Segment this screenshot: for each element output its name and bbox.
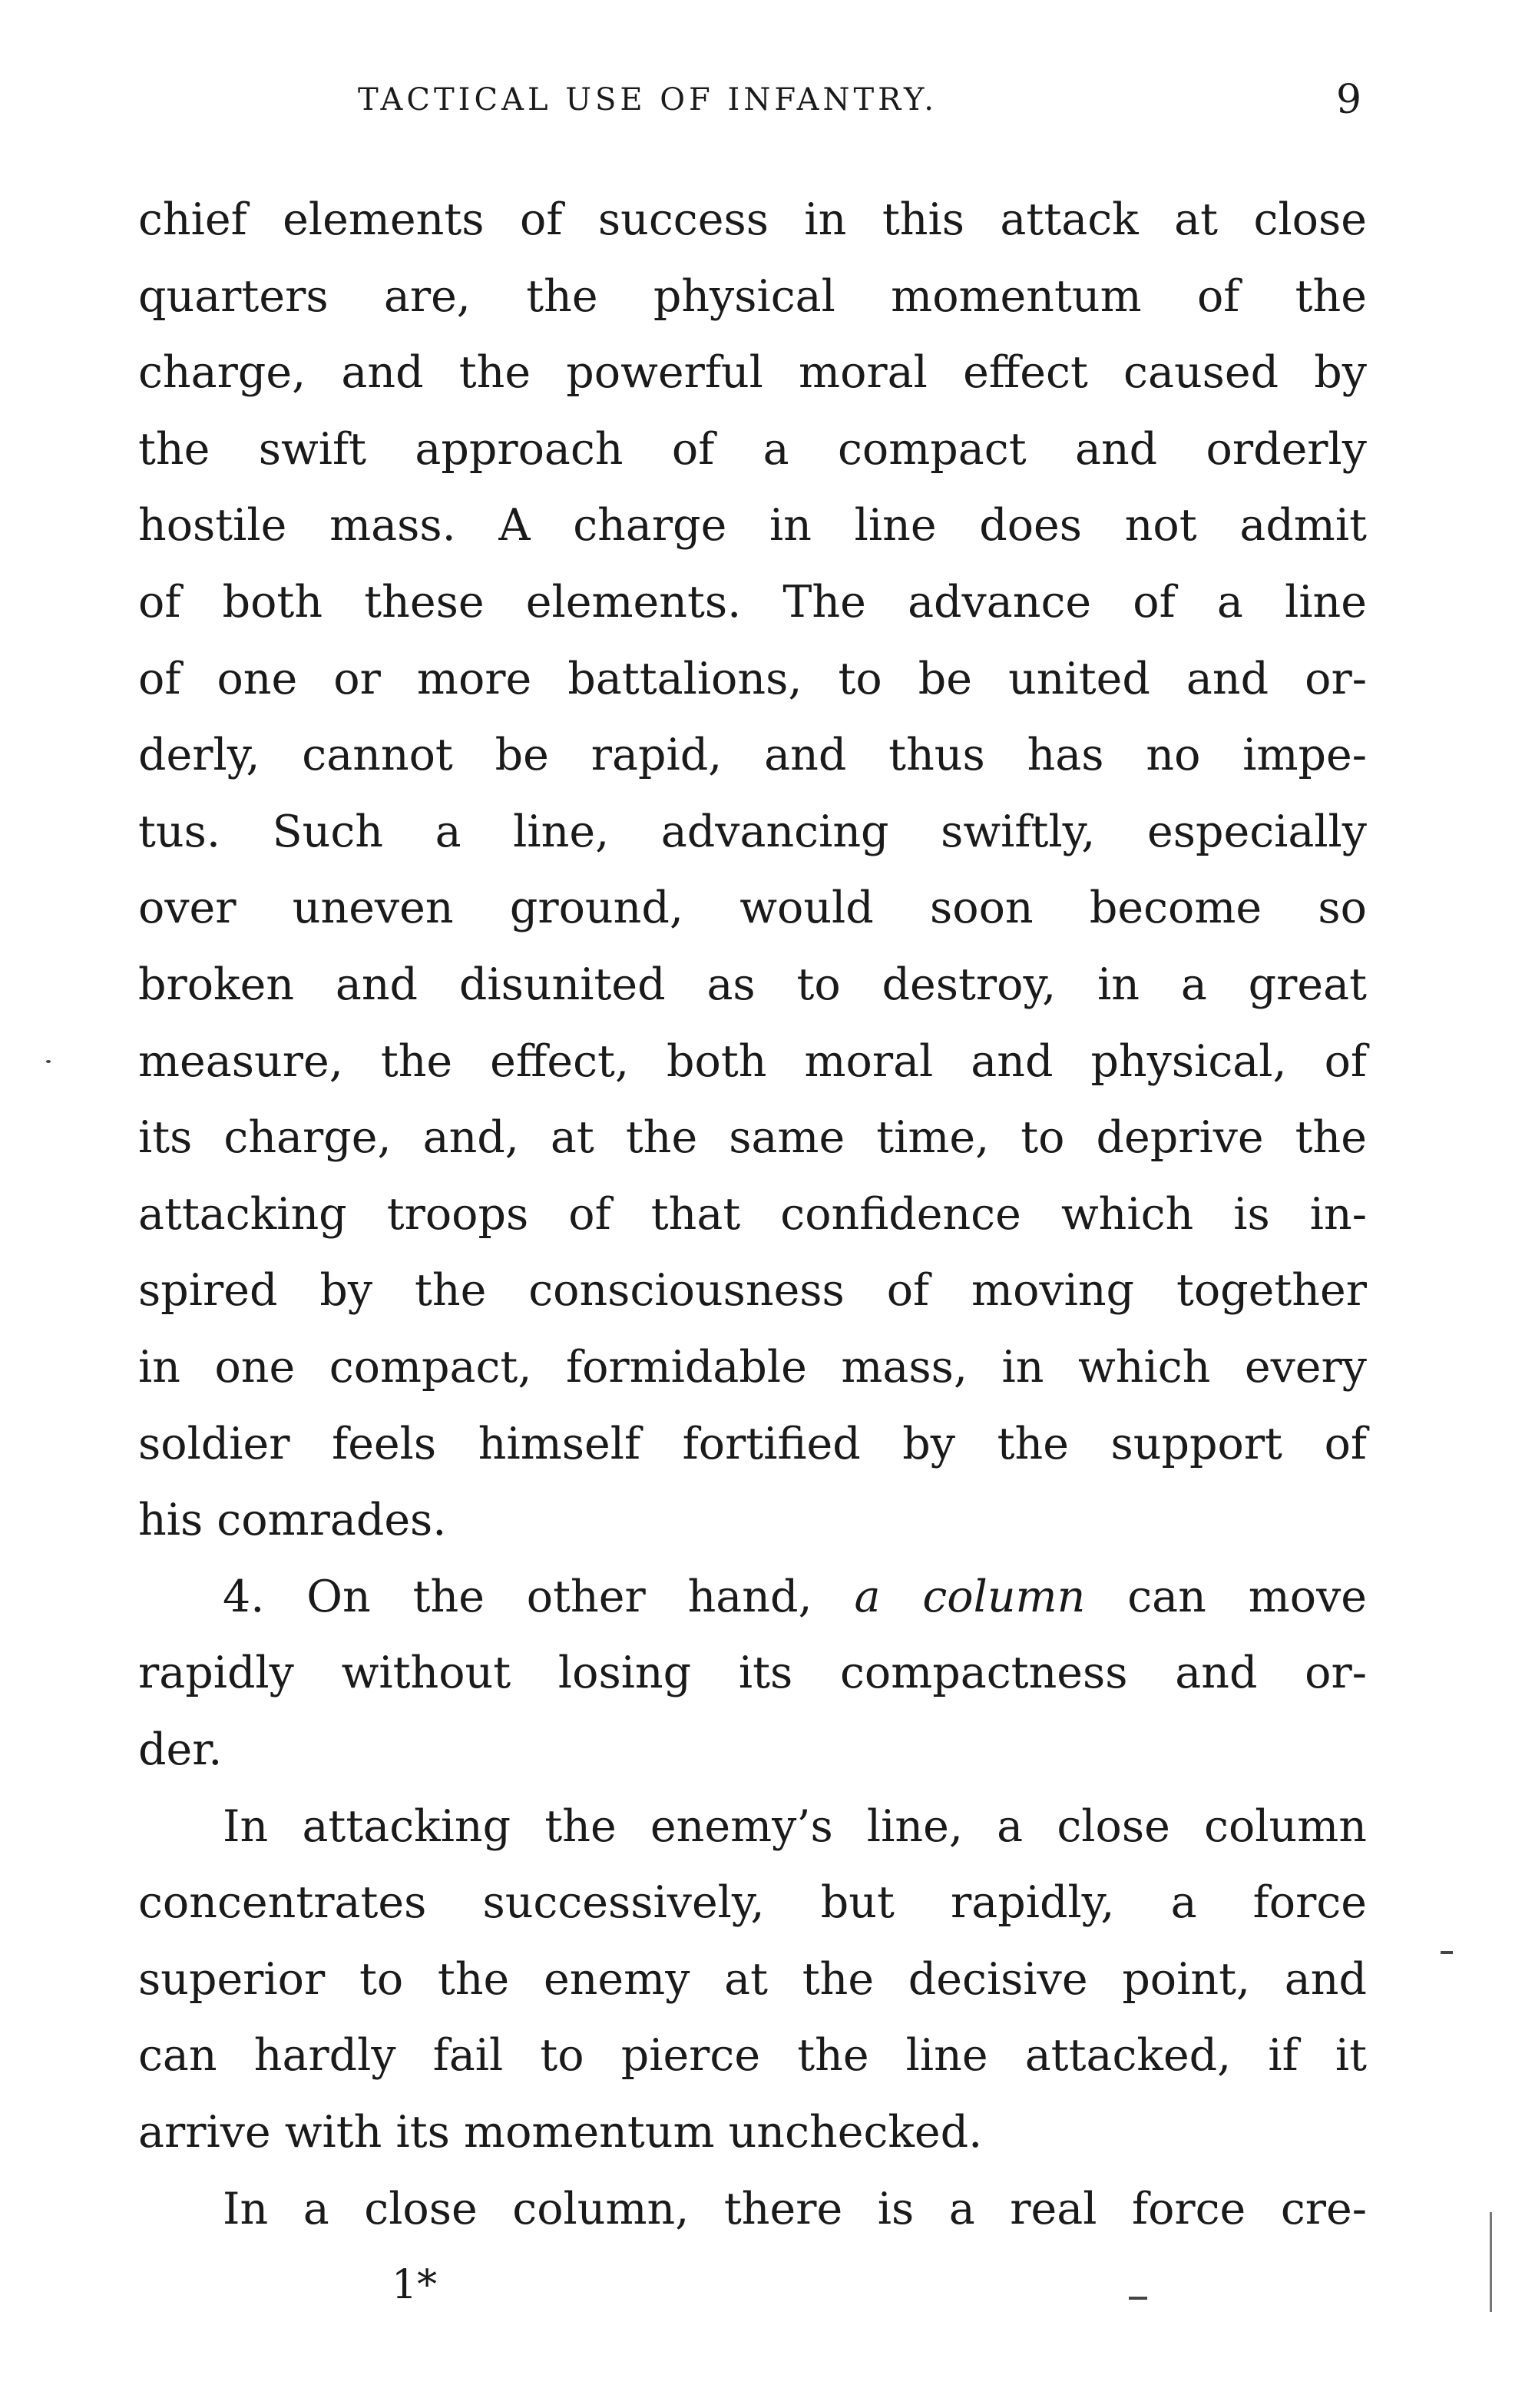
italic-emphasis: a column: [854, 1571, 1086, 1622]
text-line: hostile mass. A charge in line does not admit: [138, 500, 1367, 551]
scan-speck: [46, 1060, 51, 1063]
text-line: his comrades.: [138, 1495, 447, 1546]
text-line: in one compact, formidable mass, in which every: [138, 1342, 1367, 1393]
text-line: measure, the effect, both moral and physical, of: [138, 1035, 1367, 1087]
text-line: charge, and the powerful moral effect caused by: [138, 347, 1367, 399]
text-line: can hardly fail to pierce the line attacked, if it: [138, 2030, 1367, 2082]
text-line: In attacking the enemy’s line, a close column: [223, 1800, 1367, 1852]
text-segment: 4. On the other hand,: [223, 1571, 812, 1622]
text-line: its charge, and, at the same time, to deprive the: [138, 1112, 1367, 1164]
scan-speck: [1490, 2212, 1492, 2312]
paragraph-4-first-line: [223, 1558, 1367, 1635]
scan-speck: [1441, 1951, 1453, 1954]
text-line: chief elements of success in this attack at close: [138, 194, 1367, 245]
text-line: concentrates successively, but rapidly, a force: [138, 1877, 1367, 1929]
text-line: quarters are, the physical momentum of the: [138, 270, 1367, 322]
text-line: rapidly without losing its compactness and or-: [138, 1648, 1367, 1699]
signature-mark: 1*: [392, 2262, 438, 2308]
text-line: over uneven ground, would soon become so: [138, 883, 1367, 934]
text-line: In a close column, there is a real force cre-: [223, 2183, 1367, 2234]
text-line: derly, cannot be rapid, and thus has no impe-: [138, 730, 1367, 781]
text-line: attacking troops of that confidence which is in-: [138, 1188, 1367, 1240]
text-line: tus. Such a line, advancing swiftly, especially: [138, 806, 1367, 857]
text-line: of one or more battalions, to be united and or-: [138, 653, 1367, 704]
running-title: TACTICAL USE OF INFANTRY.: [358, 82, 938, 118]
text-segment: can move: [1127, 1571, 1368, 1622]
text-line: the swift approach of a compact and orderly: [138, 423, 1367, 475]
text-line: of both these elements. The advance of a line: [138, 577, 1367, 628]
text-line: der.: [138, 1724, 223, 1775]
text-line: soldier feels himself fortified by the support of: [138, 1418, 1367, 1469]
text-line: broken and disunited as to destroy, in a great: [138, 959, 1367, 1010]
text-line: superior to the enemy at the decisive point, and: [138, 1953, 1367, 2005]
page-number: 9: [1336, 77, 1362, 123]
text-line: arrive with its momentum unchecked.: [138, 2107, 983, 2158]
text-line: spired by the consciousness of moving together: [138, 1265, 1367, 1317]
scan-speck: [1129, 2297, 1147, 2300]
